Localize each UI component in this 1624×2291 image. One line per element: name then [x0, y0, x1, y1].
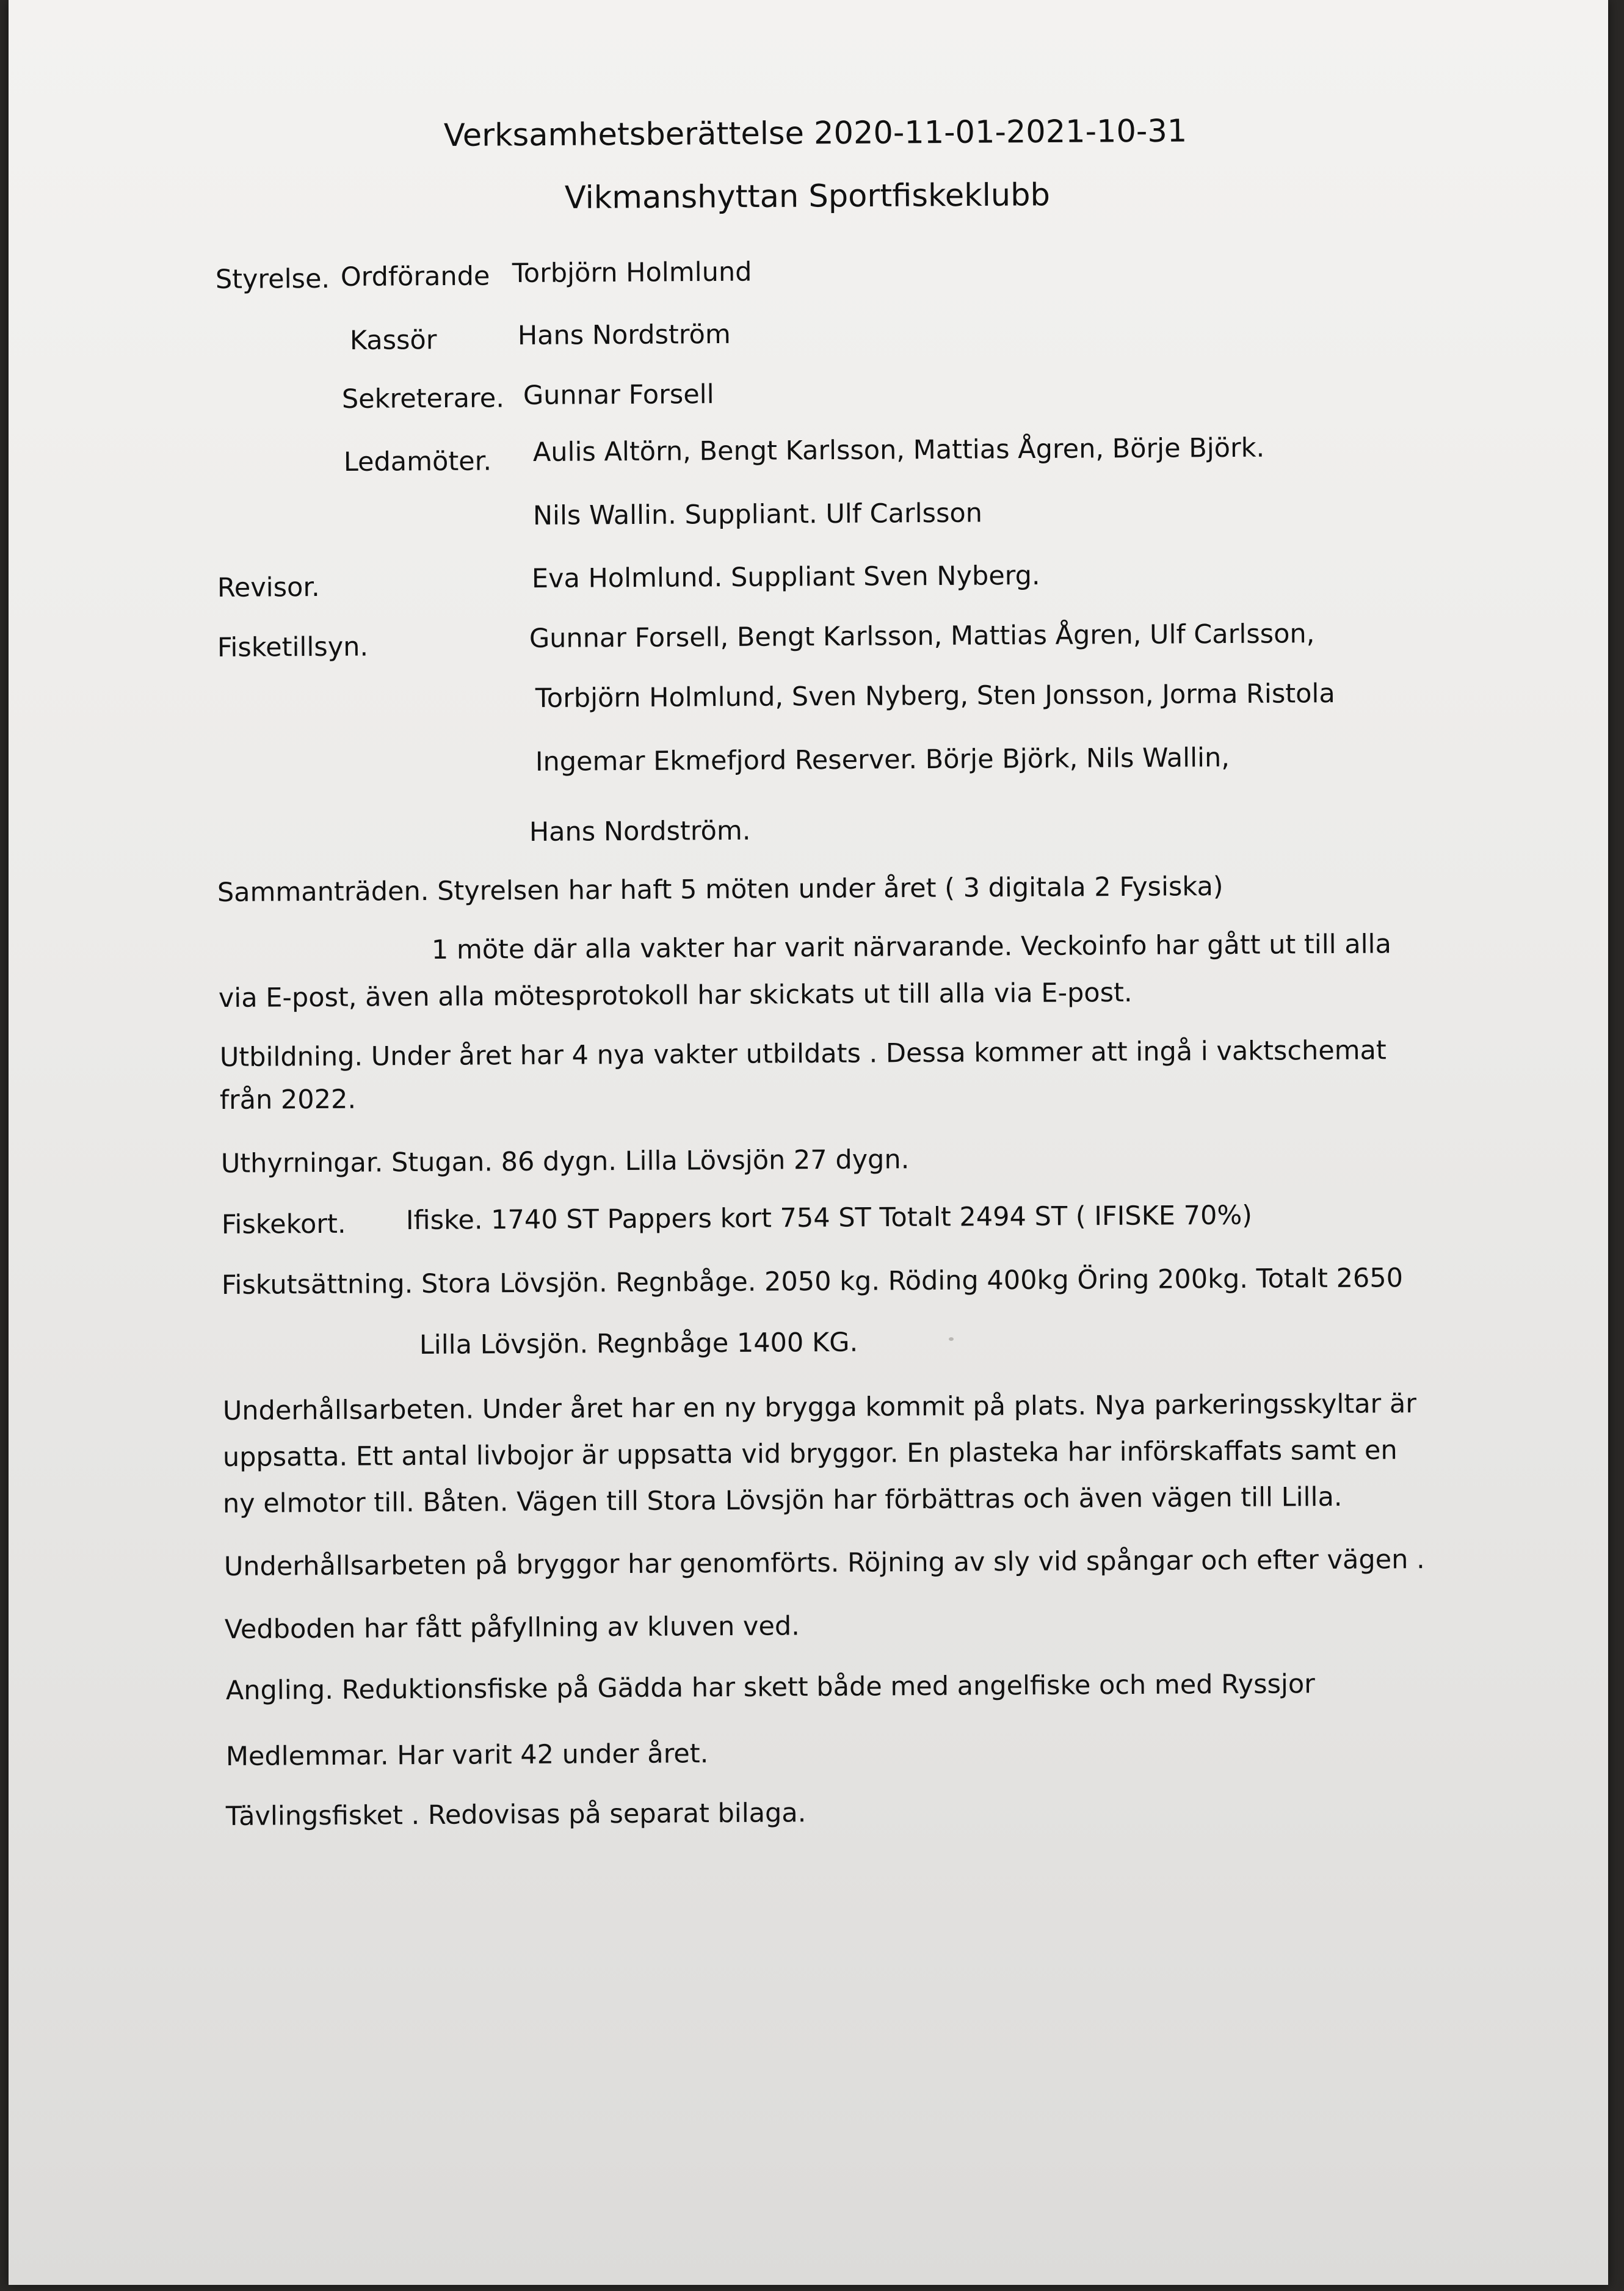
underhall-line-1: Underhållsarbeten. Under året har en ny brygga kommit på plats. Nya parkeringsskyltar är [222, 1389, 1417, 1426]
fiskekort-value: Ifiske. 1740 ST Pappers kort 754 ST Totalt 2494 ST ( IFISKE 70%) [405, 1200, 1253, 1236]
fiskutsattning-line-2: Lilla Lövsjön. Regnbåge 1400 KG. [419, 1327, 858, 1360]
revisor-value: Eva Holmlund. Suppliant Sven Nyberg. [531, 560, 1040, 594]
underhall-line-4: Underhållsarbeten på bryggor har genomförts. Röjning av sly vid spångar och efter vägen . [223, 1544, 1425, 1582]
sammantraden-line-1: Sammanträden. Styrelsen har haft 5 möten under året ( 3 digitala 2 Fysiska) [217, 871, 1223, 908]
ordforande-label: Ordförande [340, 261, 490, 292]
paper-speck [949, 1337, 954, 1341]
underhall-line-3: ny elmotor till. Båten. Vägen till Stora Lövsjön har förbättras och även vägen till Lilla. [222, 1481, 1343, 1519]
fiskekort-label: Fiskekort. [221, 1208, 346, 1240]
utbildning-line-2: från 2022. [219, 1084, 357, 1116]
ledamoter-line-1: Aulis Altörn, Bengt Karlsson, Mattias Ågren, Börje Björk. [532, 432, 1265, 468]
ordforande-name: Torbjörn Holmlund [512, 256, 752, 289]
document-title: Verksamhetsberättelse 2020-11-01-2021-10-31 [443, 113, 1187, 154]
revisor-label: Revisor. [217, 572, 320, 603]
underhall-line-2: uppsatta. Ett antal livbojor är uppsatta vid bryggor. En plasteka har införskaffats samt en [222, 1435, 1397, 1473]
tavlingsfisket-text: Tävlingsfisket . Redovisas på separat bilaga. [225, 1798, 807, 1832]
sammantraden-line-3: via E-post, även alla mötesprotokoll har skickats ut till alla via E-post. [218, 977, 1133, 1014]
club-name: Vikmanshyttan Sportfiskeklubb [564, 177, 1051, 216]
vedboden-text: Vedboden har fått påfyllning av kluven ved. [224, 1611, 800, 1645]
kassor-label: Kassör [349, 325, 437, 356]
fisketillsyn-line-3: Ingemar Ekmefjord Reserver. Börje Björk, Nils Wallin, [535, 742, 1230, 777]
ledamoter-line-2: Nils Wallin. Suppliant. Ulf Carlsson [532, 498, 983, 531]
fisketillsyn-line-1: Gunnar Forsell, Bengt Karlsson, Mattias Ågren, Ulf Carlsson, [529, 619, 1315, 654]
sammantraden-line-2: 1 möte där alla vakter har varit närvarande. Veckoinfo har gått ut till alla [431, 929, 1392, 965]
medlemmar-text: Medlemmar. Har varit 42 under året. [225, 1738, 709, 1772]
fiskutsattning-line-1: Fiskutsättning. Stora Lövsjön. Regnbåge. 2050 kg. Röding 400kg Öring 200kg. Totalt 2650 [221, 1263, 1404, 1301]
sekreterare-name: Gunnar Forsell [523, 379, 714, 411]
uthyrningar-text: Uthyrningar. Stugan. 86 dygn. Lilla Lövsjön 27 dygn. [220, 1144, 910, 1179]
styrelse-label: Styrelse. [215, 263, 330, 295]
fisketillsyn-line-2: Torbjörn Holmlund, Sven Nyberg, Sten Jonsson, Jorma Ristola [535, 678, 1335, 714]
fisketillsyn-label: Fisketillsyn. [217, 631, 369, 663]
utbildning-line-1: Utbildning. Under året har 4 nya vakter utbildats . Dessa kommer att ingå i vaktschemat [219, 1035, 1387, 1073]
kassor-name: Hans Nordström [517, 319, 731, 351]
fisketillsyn-line-4: Hans Nordström. [529, 815, 751, 848]
ledamoter-label: Ledamöter. [343, 446, 492, 477]
sekreterare-label: Sekreterare. [341, 383, 505, 415]
angling-text: Angling. Reduktionsfiske på Gädda har skett både med angelfiske och med Ryssjor [225, 1669, 1316, 1706]
